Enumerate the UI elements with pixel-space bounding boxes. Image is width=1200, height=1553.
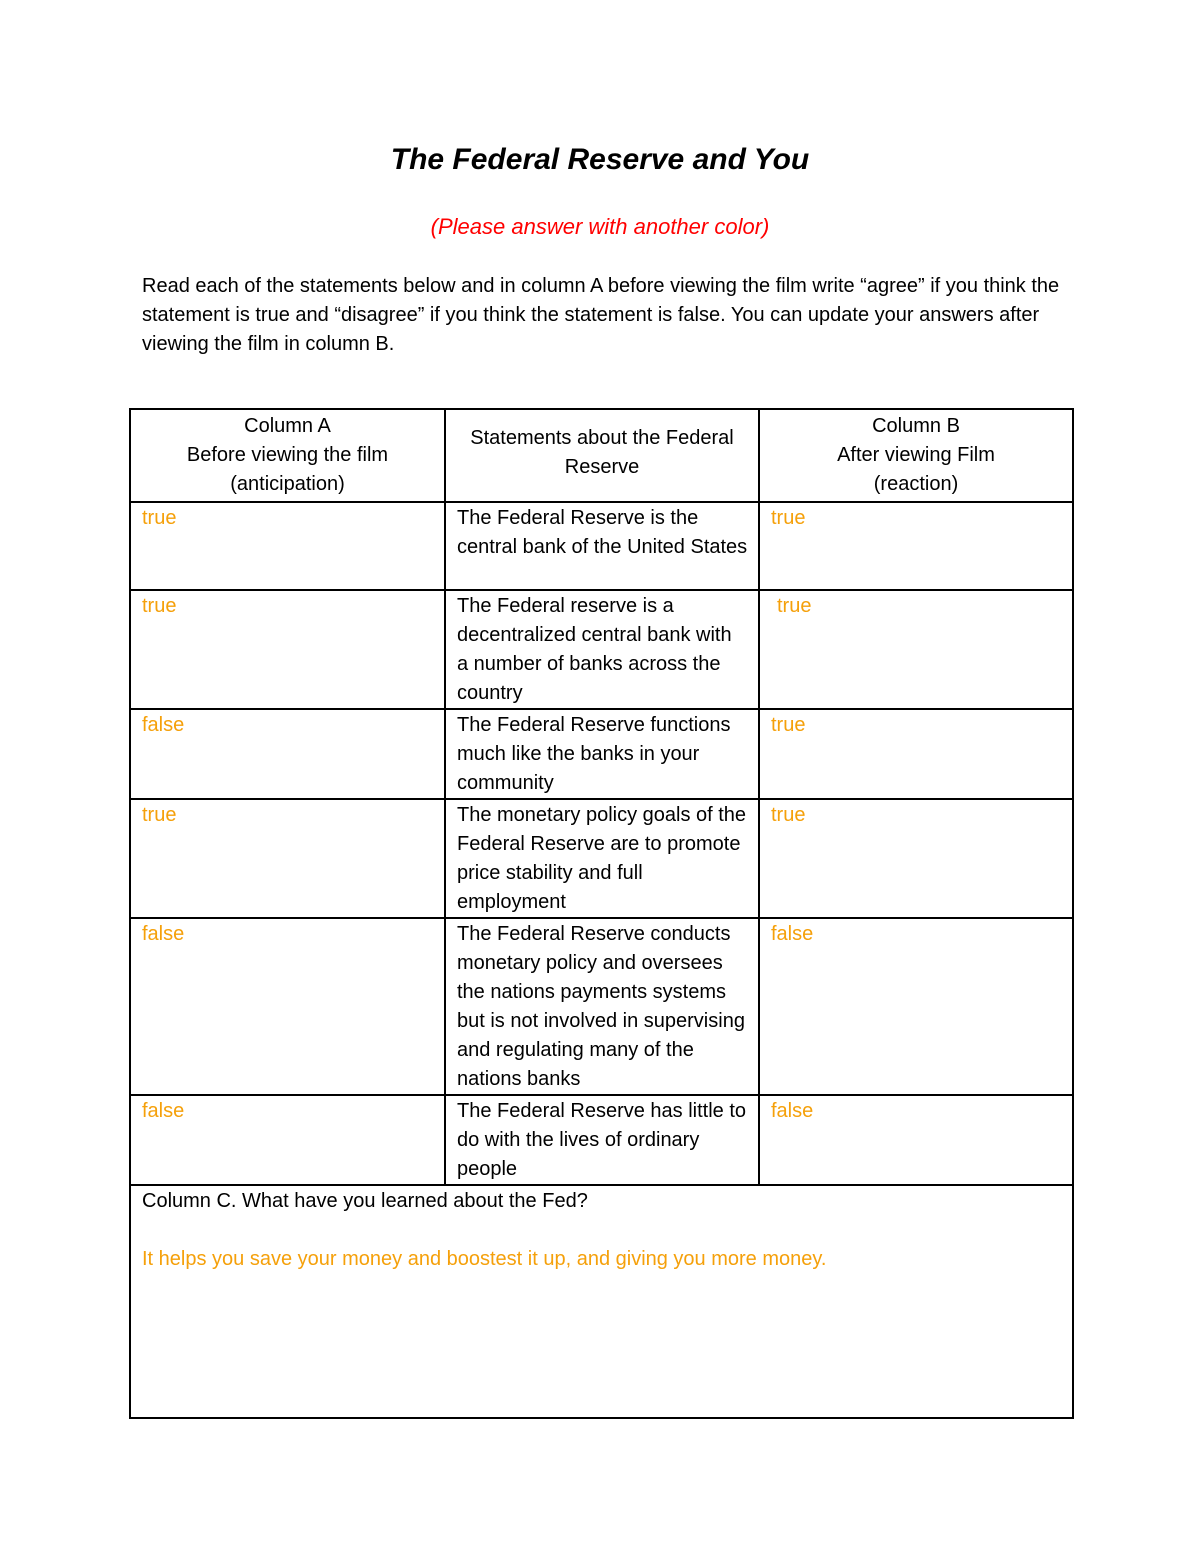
table-row xyxy=(130,590,1073,709)
statement-cell xyxy=(445,918,759,1095)
column-b-cell[interactable] xyxy=(759,1095,1073,1185)
table-row xyxy=(130,709,1073,799)
table-row xyxy=(130,1095,1073,1185)
statement-text: The Federal Reserve conducts monetary policy and oversees the nations payments systems but is not involved in supervising and regulating many of the nations banks xyxy=(457,923,745,1090)
column-b-header xyxy=(759,409,1073,502)
statement-cell xyxy=(445,502,759,590)
column-a-cell[interactable] xyxy=(130,709,445,799)
column-a-cell[interactable] xyxy=(130,502,445,590)
column-b-header-line: Column B xyxy=(872,415,960,437)
column-b-answer: true xyxy=(777,595,812,617)
column-a-answer: false xyxy=(142,714,185,736)
column-b-answer: false xyxy=(771,923,814,945)
column-b-answer: true xyxy=(771,804,806,826)
worksheet-table xyxy=(129,408,1074,1419)
statements-header-label: Statements about the Federal Reserve xyxy=(470,427,734,478)
column-a-answer: true xyxy=(142,507,177,529)
column-b-cell[interactable] xyxy=(759,709,1073,799)
instructions-paragraph: Read each of the statements below and in column A before viewing the film write “agree” if you think the statement is true and “disagree” if you think the statement is false. You can update your answers after viewing the film in column B. xyxy=(142,275,1060,355)
column-a-cell[interactable] xyxy=(130,590,445,709)
column-c-cell[interactable] xyxy=(130,1185,1073,1418)
column-a-cell[interactable] xyxy=(130,1095,445,1185)
column-b-cell[interactable] xyxy=(759,918,1073,1095)
column-a-header-line: (anticipation) xyxy=(230,473,345,495)
column-a-answer: false xyxy=(142,1100,185,1122)
statement-text: The Federal Reserve is the central bank of the United States xyxy=(457,507,748,558)
document-subtitle: (Please answer with another color) xyxy=(430,214,770,239)
column-a-cell[interactable] xyxy=(130,799,445,918)
column-b-cell[interactable] xyxy=(759,799,1073,918)
column-a-header-line: Column A xyxy=(244,415,331,437)
statement-text: The monetary policy goals of the Federal Reserve are to promote price stability and full employment xyxy=(457,804,747,913)
column-b-header-line: After viewing Film xyxy=(837,444,995,466)
column-a-answer: true xyxy=(142,595,177,617)
statement-text: The Federal Reserve functions much like the banks in your community xyxy=(457,714,731,794)
column-b-answer: true xyxy=(771,507,806,529)
column-b-answer: true xyxy=(771,714,806,736)
column-c-answer: It helps you save your money and boostest it up, and giving you more money. xyxy=(142,1248,827,1270)
column-b-cell[interactable] xyxy=(759,502,1073,590)
statement-cell xyxy=(445,799,759,918)
statement-text: The Federal Reserve has little to do with the lives of ordinary people xyxy=(457,1100,747,1180)
table-row xyxy=(130,502,1073,590)
statement-cell xyxy=(445,1095,759,1185)
column-c-row xyxy=(130,1185,1073,1418)
table-header-row xyxy=(130,409,1073,502)
statement-cell xyxy=(445,709,759,799)
column-b-header-line: (reaction) xyxy=(873,473,959,495)
statements-header xyxy=(445,409,759,502)
column-a-header-line: Before viewing the film xyxy=(186,444,389,466)
column-a-answer: false xyxy=(142,923,185,945)
column-a-header xyxy=(130,409,445,502)
column-c-question: Column C. What have you learned about the Fed? xyxy=(142,1190,588,1212)
statement-cell xyxy=(445,590,759,709)
statement-text: The Federal reserve is a decentralized central bank with a number of banks across the country xyxy=(457,595,732,704)
table-row xyxy=(130,799,1073,918)
column-b-cell[interactable] xyxy=(759,590,1073,709)
column-b-answer: false xyxy=(771,1100,814,1122)
column-a-answer: true xyxy=(142,804,177,826)
document-title: The Federal Reserve and You xyxy=(390,143,810,176)
table-row xyxy=(130,918,1073,1095)
column-a-cell[interactable] xyxy=(130,918,445,1095)
